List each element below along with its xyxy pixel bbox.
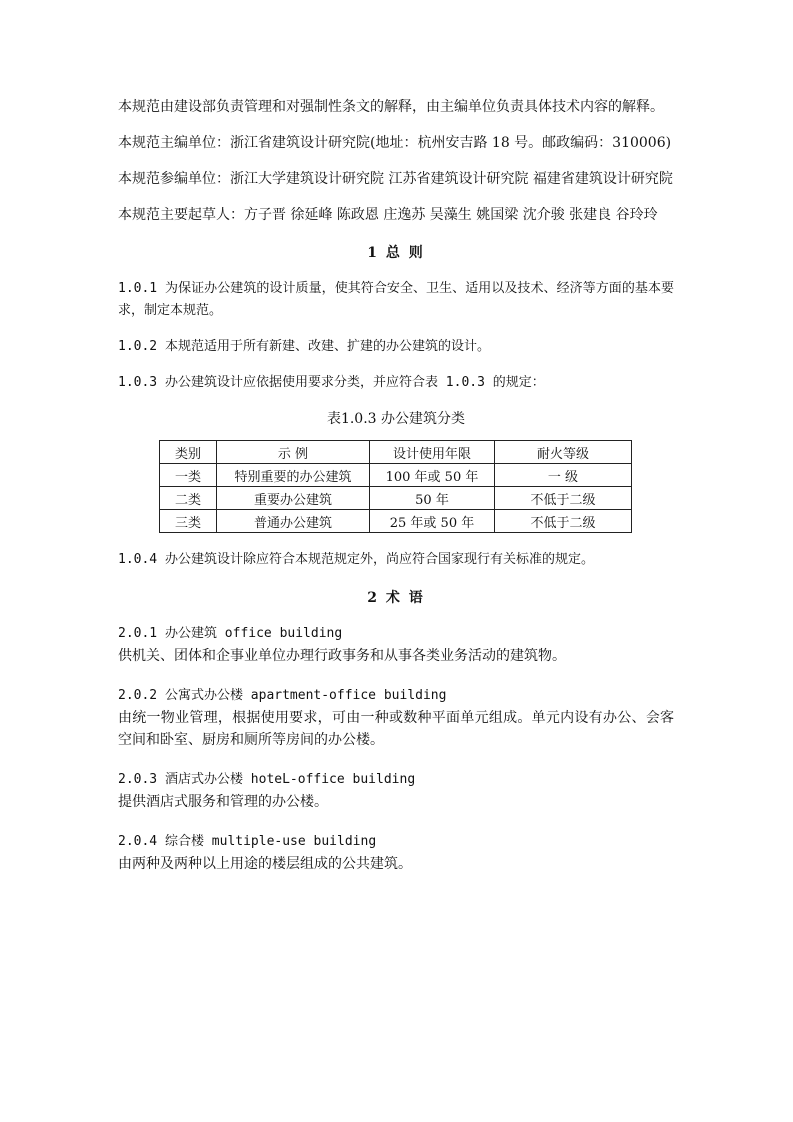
term-definition: 提供酒店式服务和管理的办公楼。 [118,794,328,810]
intro-paragraph: 本规范由建设部负责管理和对强制性条文的解释，由主编单位负责具体技术内容的解释。 [118,99,664,115]
term-entry [118,831,674,875]
term-heading: 2.0.1 办公建筑 office building [118,626,343,641]
table-cell: 二类 [160,487,217,510]
table-cell: 不低于二级 [495,510,632,533]
term-definition: 由统一物业管理，根据使用要求，可由一种或数种平面单元组成。单元内设有办公、会客空间和卧室、厨房和厕所等房间的办公楼。 [118,710,674,748]
term-entry [118,769,674,813]
table-cell: 100 年或 50 年 [370,464,495,487]
table-cell: 一 级 [495,464,632,487]
table-cell: 普通办公建筑 [217,510,370,533]
clause: 1.0.2 本规范适用于所有新建、改建、扩建的办公建筑的设计。 [118,339,490,354]
chapter-2-title: 2 术 语 [367,590,425,606]
term-heading: 2.0.3 酒店式办公楼 hoteL-office building [118,772,416,787]
clause: 1.0.4 办公建筑设计除应符合本规范规定外，尚应符合国家现行有关标准的规定。 [118,552,594,567]
table-header-cell: 示 例 [217,441,370,464]
table-header-cell: 耐火等级 [495,441,632,464]
term-definition: 供机关、团体和企事业单位办理行政事务和从事各类业务活动的建筑物。 [118,648,566,664]
table-header-cell: 设计使用年限 [370,441,495,464]
chapter-1-title: 1 总 则 [367,245,425,261]
table-header-cell: 类别 [160,441,217,464]
clause: 1.0.1 为保证办公建筑的设计质量，使其符合安全、卫生、适用以及技术、经济等方面的基本要求，制定本规范。 [118,281,674,318]
term-definition: 由两种及两种以上用途的楼层组成的公共建筑。 [118,856,412,872]
table-cell: 不低于二级 [495,487,632,510]
table-cell: 50 年 [370,487,495,510]
intro-paragraph: 本规范参编单位：浙江大学建筑设计研究院 江苏省建筑设计研究院 福建省建筑设计研究院 [118,171,673,187]
building-classification-table [159,440,632,533]
intro-paragraph: 本规范主要起草人：方子晋 徐延峰 陈政恩 庄逸苏 吴藻生 姚国梁 沈介骏 张建良 谷玲玲 [118,207,658,223]
table-cell: 三类 [160,510,217,533]
table-row [160,487,632,510]
table-caption: 表1.0.3 办公建筑分类 [326,411,466,427]
table-cell: 重要办公建筑 [217,487,370,510]
table-cell: 特别重要的办公建筑 [217,464,370,487]
table-row [160,464,632,487]
table-header-row [160,441,632,464]
table-cell: 一类 [160,464,217,487]
table-cell: 25 年或 50 年 [370,510,495,533]
intro-paragraph: 本规范主编单位：浙江省建筑设计研究院(地址：杭州安吉路 18 号。邮政编码：310006) [118,135,672,151]
document-page [118,96,674,893]
term-entry [118,623,674,667]
term-heading: 2.0.4 综合楼 multiple-use building [118,834,377,849]
term-heading: 2.0.2 公寓式办公楼 apartment-office building [118,688,447,703]
clause: 1.0.3 办公建筑设计应依据使用要求分类，并应符合表 1.0.3 的规定： [118,375,545,390]
term-entry [118,685,674,751]
table-row [160,510,632,533]
